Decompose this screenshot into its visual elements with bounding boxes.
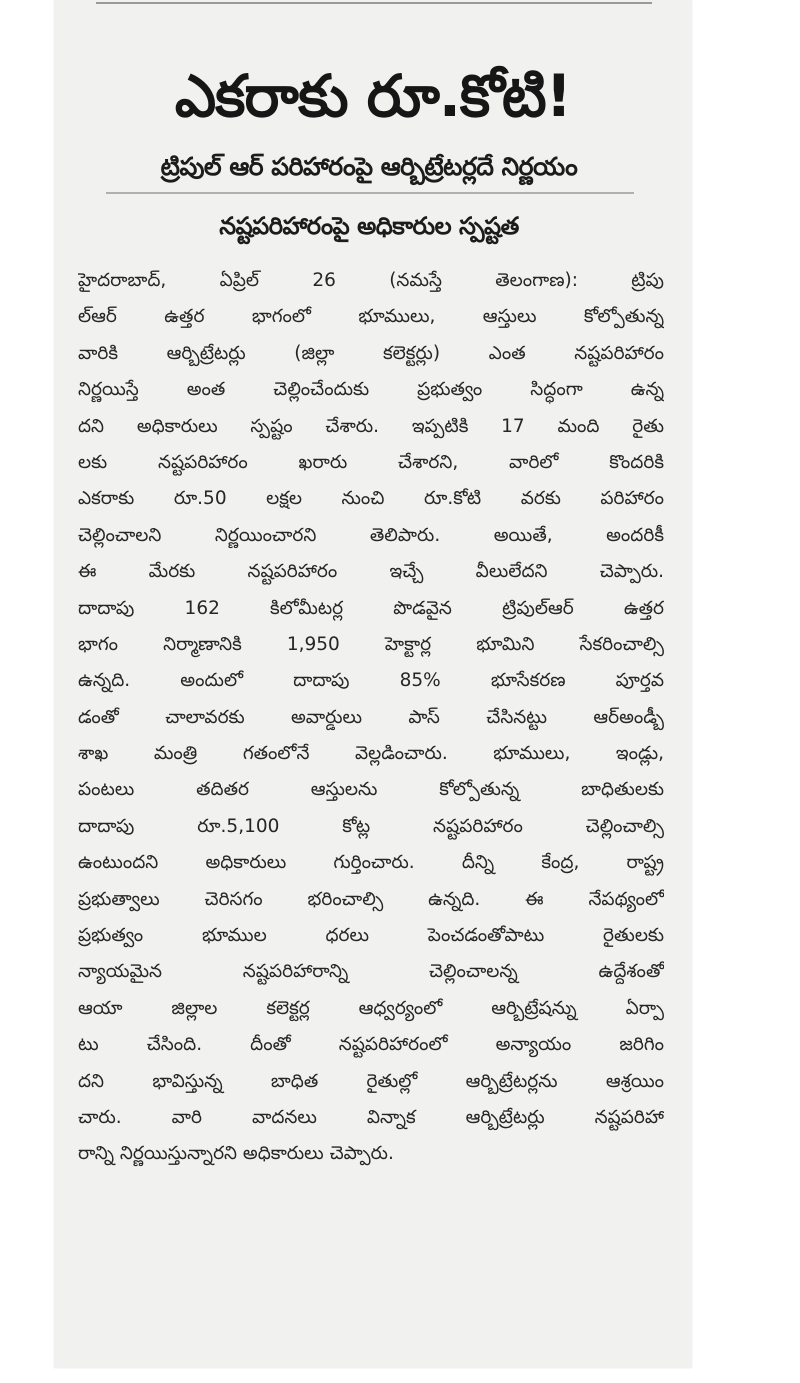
body-line: పంటలు తదితర ఆస్తులను కోల్పోతున్న బాధితులకు [78,779,664,801]
body-line: న్యాయమైన నష్టపరిహారాన్ని చెల్లించాలన్న ఉద్దేశంతో [78,961,664,983]
kicker: నష్టపరిహారంపై అధికారుల స్పష్టత [219,212,519,240]
body-line: టు చేసింది. దీంతో నష్టపరిహారంలో అన్యాయం జరిగిం [78,1034,664,1056]
headline: ఎకరాకు రూ.కోటి! [174,62,572,130]
body-line: ప్రభుత్వాలు చెరిసగం భరించాల్సి ఉన్నది. ఈ నేపథ్యంలో [78,888,664,910]
body-line: ఉన్నది. అందులో దాదాపు 85% భూసేకరణ పూర్తవ [78,670,664,692]
body-line: భాగం నిర్మాణానికి 1,950 హెక్టార్ల భూమిని సేకరించాల్సి [78,633,664,655]
body-line: వారికి ఆర్బిట్రేటర్లు (జిల్లా కలెక్టర్లు) ఎంత నష్టపరిహారం [78,342,664,364]
body-line: హైదరాబాద్, ఏప్రిల్ 26 (నమస్తే తెలంగాణ): ట్రిపు [78,270,664,291]
body-line: ఉంటుందని అధికారులు గుర్తించారు. దీన్ని కేంద్ర, రాష్ట్ర [78,852,664,874]
body-line: చారు. వారి వాదనలు విన్నాక ఆర్బిట్రేటర్లు నష్టపరిహా [78,1106,664,1128]
subheadline: ట్రిపుల్ ఆర్ పరిహారంపై ఆర్బిట్రేటర్లదే నిర్ణయం [160,152,578,181]
top-divider [96,2,652,4]
body-line: రాన్ని నిర్ణయిస్తున్నారని అధికారులు చెప్పారు. [78,1143,394,1165]
body-line: చెల్లించాలని నిర్ణయించారని తెలిపారు. అయితే, అందరికీ [78,524,664,546]
article-body [78,263,664,1173]
body-line: దాదాపు రూ.5,100 కోట్ల నష్టపరిహారం చెల్లించాల్సి [78,815,664,837]
body-line: దాదాపు 162 కిలోమీటర్ల పొడవైన ట్రిపుల్ఆర్ ఉత్తర [78,597,664,619]
subheadline-divider [106,192,634,194]
body-line: దని భావిస్తున్న బాధిత రైతుల్లో ఆర్బిట్రేటర్లను ఆశ్రయిం [78,1070,664,1092]
body-line: నిర్ణయిస్తే అంత చెల్లించేందుకు ప్రభుత్వం సిద్ధంగా ఉన్న [78,379,664,401]
body-line: శాఖ మంత్రి గతంలోనే వెల్లడించారు. భూములు, ఇండ్లు, [78,743,664,765]
body-line: ల్ఆర్ ఉత్తర భాగంలో భూములు, ఆస్తులు కోల్పోతున్న [78,306,664,328]
body-line: ఎకరాకు రూ.50 లక్షల నుంచి రూ.కోటి వరకు పరిహారం [78,488,664,510]
body-line: లకు నష్టపరిహారం ఖరారు చేశారని, వారిలో కొందరికి [78,451,664,473]
body-line: డంతో చాలావరకు అవార్డులు పాస్ చేసినట్టు ఆర్అండ్బీ [78,706,664,728]
body-line: ఆయా జిల్లాల కలెక్టర్ల ఆధ్వర్యంలో ఆర్బిట్రేషన్ను ఏర్పా [78,997,664,1019]
body-line: ప్రభుత్వం భూముల ధరలు పెంచడంతోపాటు రైతులకు [78,925,664,947]
body-line: దని అధికారులు స్పష్టం చేశారు. ఇప్పటికి 17 మంది రైతు [78,415,664,437]
body-line: ఈ మేరకు నష్టపరిహారం ఇచ్చే వీలులేదని చెప్పారు. [78,561,664,583]
